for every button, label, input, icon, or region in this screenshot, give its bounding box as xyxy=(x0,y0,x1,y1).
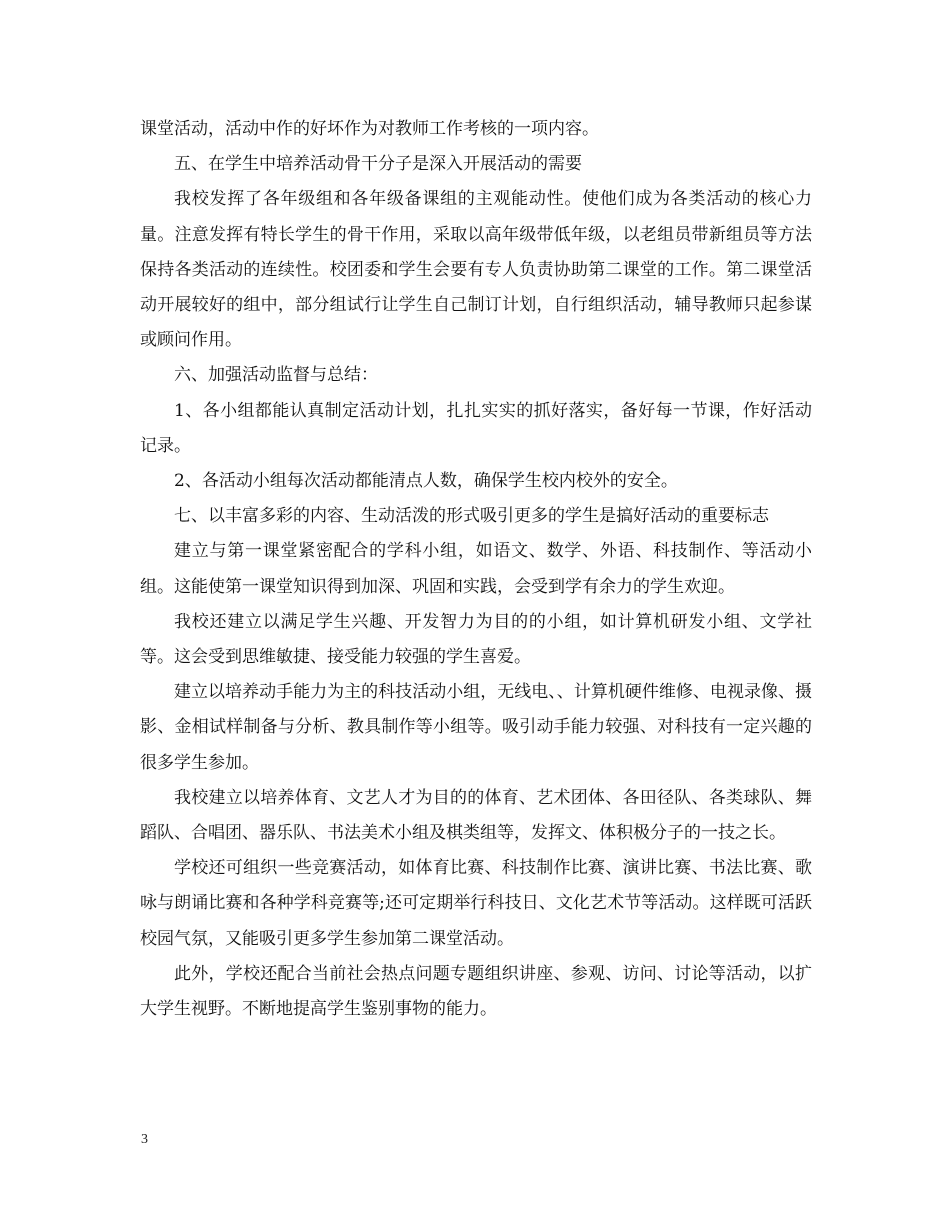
paragraph-continuation: 课堂活动，活动中作的好坏作为对教师工作考核的一项内容。 xyxy=(140,119,599,139)
paragraph: 学校还可组织一些竞赛活动，如体育比赛、科技制作比赛、演讲比赛、书法比赛、歌咏与朗诵比赛和各种学科竞赛等;还可定期举行科技日、文化艺术节等活动。这样既可活跃校园气氛，又能吸引更多学生参加第二课堂活动。 xyxy=(140,858,812,949)
section-heading-7: 七、以丰富多彩的内容、生动活泼的形式吸引更多的学生是搞好活动的重要标志 xyxy=(174,506,769,527)
list-item-1: 1、各小组都能认真制定活动计划，扎扎实实的抓好落实，备好每一节课，作好活动记录。 xyxy=(140,400,812,456)
paragraph: 建立与第一课堂紧密配合的学科小组，如语文、数学、外语、科技制作、等活动小组。这能使第一课堂知识得到加深、巩固和实践，会受到学有余力的学生欢迎。 xyxy=(140,541,812,597)
section-heading-5: 五、在学生中培养活动骨干分子是深入开展活动的需要 xyxy=(174,154,582,175)
page-number: 3 xyxy=(141,1132,148,1147)
document-body xyxy=(140,112,812,1027)
list-item-2: 2、各活动小组每次活动都能清点人数，确保学生校内校外的安全。 xyxy=(174,471,678,492)
paragraph: 此外，学校还配合当前社会热点问题专题组织讲座、参观、访问、讨论等活动，以扩大学生视野。不断地提高学生鉴别事物的能力。 xyxy=(140,963,812,1020)
paragraph: 我校还建立以满足学生兴趣、开发智力为目的的小组，如计算机研发小组、文学社等。这会受到思维敏捷、接受能力较强的学生喜爱。 xyxy=(140,611,812,668)
paragraph: 我校发挥了各年级组和各年级备课组的主观能动性。使他们成为各类活动的核心力量。注意发挥有特长学生的骨干作用，采取以高年级带低年级，以老组员带新组员等方法保持各类活动的连续性。校团委和学生会要有专人负责协助第二课堂的工作。第二课堂活动开展较好的组中，部分组试行让学生自己制订计划，自行组织活动，辅导教师只起参谋或顾问作用。 xyxy=(140,189,812,351)
paragraph: 我校建立以培养体育、文艺人才为目的的体育、艺术团体、各田径队、各类球队、舞蹈队、合唱团、器乐队、书法美术小组及棋类组等，发挥文、体积极分子的一技之长。 xyxy=(140,787,812,844)
section-heading-6: 六、加强活动监督与总结： xyxy=(174,365,378,386)
paragraph: 建立以培养动手能力为主的科技活动小组，无线电、、计算机硬件维修、电视录像、摄影、金相试样制备与分析、教具制作等小组等。吸引动手能力较强、对科技有一定兴趣的很多学生参加。 xyxy=(140,682,812,773)
